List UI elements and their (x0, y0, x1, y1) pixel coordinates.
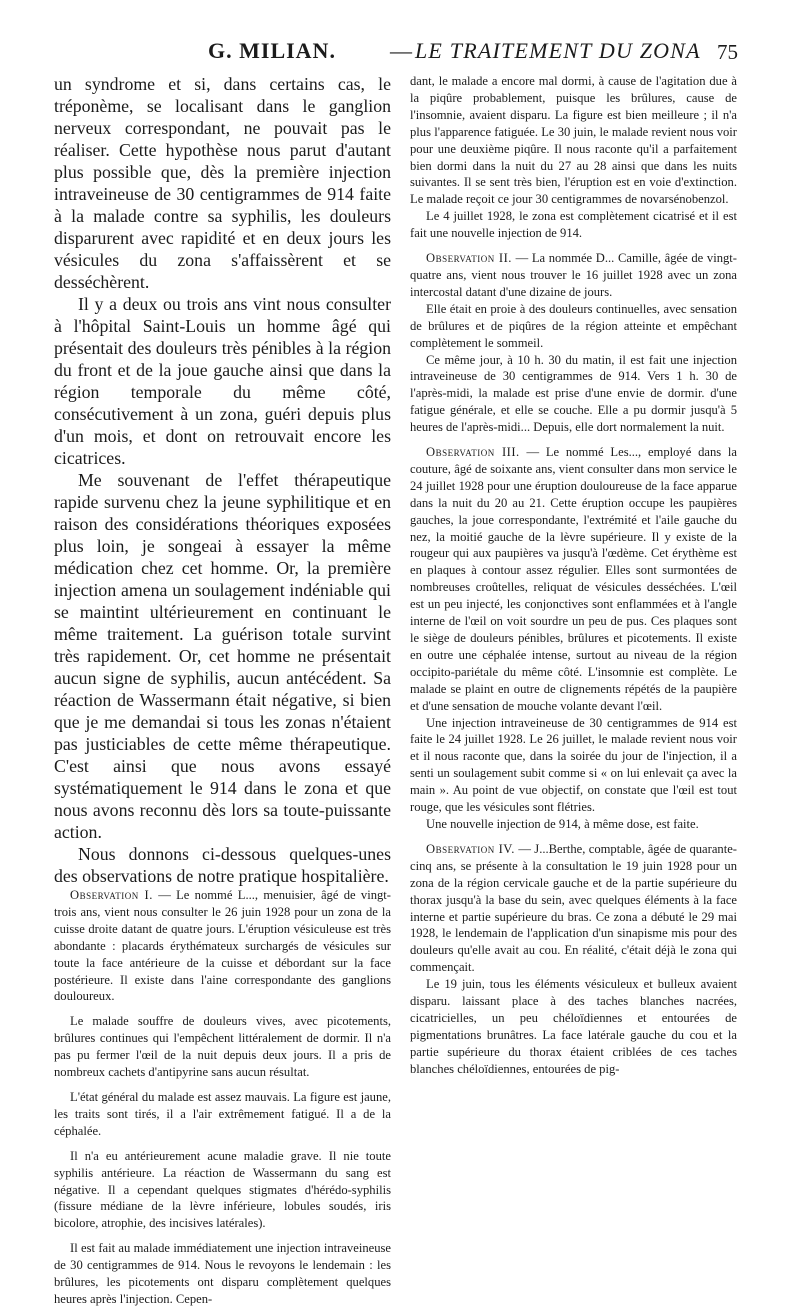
observation-1-paragraph-3: L'état général du malade est assez mauvais. La figure est jaune, les traits sont tirés, il a l'air extrêmement fatigué. Il a de la céphalée. (54, 1089, 391, 1138)
observation-3-paragraph-2: Une injection intraveineuse de 30 centigrammes de 914 est faite le 24 juillet 1928. Le 26 juillet, le malade revient nous voir et il nous raconte que, dans la soirée du jour de l'injection, il a senti un soulagement subit comme si « on lui enlevait ça avec la main ». Au point de vue objectif, on constate que l'œil est tout rouge, que les vésicules sont flétries. (410, 715, 737, 815)
observation-4-text: — J...Berthe, comptable, âgée de quarante-cinq ans, se présente à la consultation le 19 juin 1928 pour un zona de la région cervicale gauche et de la partie supérieure du thorax jusqu'à la base du sein, avec quelques éléments à la face interne et partie supérieure du bras. Ce zona a débuté le 29 mai 1928, le lendemain de l'application d'un sinapisme mis pour des douleurs qu'elle avait au cou. En réalité, c'était déjà le zona qui commençait. (410, 841, 737, 975)
observation-3-text: — Le nommé Les..., employé dans la couture, âgé de soixante ans, vient consulter dans mon service le 24 juillet 1928 pour une éruption douloureuse de la face apparue dans la nuit du 20 au 21. Cette éruption occupe les paupières gauches, la joue correspondante, l'extrémité et l'aile gauche du nez, la moitié gauche de la lèvre supérieure. Il y existe de la rougeur qui aux paupières va jusqu'à l'œdème. Cet érythème est en plaques à contour assez régulier. Elles sont surmontées de nombreuses croûtelles, reliquat de vésicules desséchées. L'œil est un peu injecté, les conjonctives sont enflammées et à l'angle interne de l'œil on voit sourdre un peu de pus. Ces plaques sont le siège de douleurs pénibles, brûlures et picotements. Il existe en outre une céphalée intense, surtout au niveau de la région occipito-pariétale du même côté. L'insomnie est complète. Le malade se plaint en outre de clignements répétés de la paupière et d'une sensation de mouche volante devant l'œil. (410, 445, 737, 713)
left-column (54, 73, 391, 1308)
observation-1-paragraph-4: Il n'a eu antérieurement acune maladie grave. Il nie toute syphilis antérieure. La réaction de Wassermann du sang est négative. Il a cependant quelques stigmates d'hérédo-syphilis (fissure médiane de la lèvre inférieure, lobules soudés, iris bicolore, atrophie, des incisives latérales). (54, 1148, 391, 1231)
observation-3-heading: Observation III. (426, 445, 520, 460)
observation-2-heading: Observation II. (426, 251, 512, 266)
left-paragraph-4: Nous donnons ci-dessous quelques-unes des observations de notre pratique hospitalière. (54, 844, 391, 886)
observation-1 (54, 887, 391, 1005)
observation-2-text: — La nommée D... Camille, âgée de vingt-quatre ans, vient nous trouver le 16 juillet 1928 avec un zona intercostal datant d'une dizaine de jours. (410, 251, 737, 299)
header-title: LE TRAITEMENT DU ZONA (415, 38, 701, 63)
observation-2-paragraph-2: Elle était en proie à des douleurs continuelles, avec sensation de brûlures et de piqûres de la région atteinte et empêchant complètement le sommeil. (410, 301, 737, 350)
observation-4-paragraph-2: Le 19 juin, tous les éléments vésiculeux et bulleux avaient disparu. laissant place à des taches blanches nacrées, cicatricielles, un peu chéloïdiennes et entourées de pigmentations brunâtres. La face latérale gauche du cou et la partie supérieure du thorax étaient criblées de ces taches blanches chéloïdiennes, entourées de pig- (410, 977, 737, 1076)
left-paragraph-1: un syndrome et si, dans certains cas, le tréponème, se localisant dans le ganglion nerveux correspondant, ne pouvait pas le réaliser. Cette hypothèse nous parut d'autant plus possible que, dès la première injection intraveineuse de 30 centigrammes de 914 faite à la malade contre sa syphilis, les douleurs disparurent avec rapidité et en deux jours les vésicules du zona s'affaissèrent et se desséchèrent. (54, 74, 391, 292)
observation-1-paragraph-5: Il est fait au malade immédiatement une injection intraveineuse de 30 centigrammes de 914. Nous le revoyons le lendemain : les brûlures, les picotements ont disparu complètement quelques heures après l'injection. Cepen- (54, 1241, 391, 1306)
right-paragraph-1: dant, le malade a encore mal dormi, à cause de l'agitation due à la piqûre probablement, puisque les brûlures, cause de l'insomnie, avaient disparu. La figure est bien meilleure ; il n'a plus l'apparence fatiguée. Le 30 juin, le malade revient nous voir pour une deuxième piqûre. Il nous raconte qu'il a parfaitement bien dormi dans la nuit du 27 au 28 ainsi que dans les nuits suivantes. Il se sent très bien, l'éruption est en voie d'extinction. Le malade reçoit ce jour 30 centigrammes de novarsénobenzol. (410, 74, 737, 207)
left-paragraph-2: Il y a deux ou trois ans vint nous consulter à l'hôpital Saint-Louis un homme âgé qui présentait des douleurs très pénibles à la région du front et de la joue gauche ainsi que dans la région temporale du même côté, consécutivement à un zona, guéri depuis plus d'un mois, et dont on retrouvait encore les cicatrices. (54, 294, 391, 468)
header-dash: — (390, 38, 412, 63)
observation-1-text: — Le nommé L..., menuisier, âgé de vingt-trois ans, vient nous consulter le 26 juin 1928 pour un zona de la cuisse droite datant de quatre jours. L'éruption vésiculeuse est très abondante : placards érythémateux surchargés de vésicules sur toute la face antérieure de la cuisse et débordant sur la face postérieure. Il existe dans l'aine correspondante des ganglions douloureux. (54, 888, 391, 1004)
observation-1-paragraph-2: Le malade souffre de douleurs vives, avec picotements, brûlures continues qui l'empêchent littéralement de dormir. Il n'a pas pu fermer l'œil de la nuit depuis deux jours. Il a pris de nombreux cachets d'antipyrine sans aucun résultat. (54, 1014, 391, 1080)
observation-2 (410, 250, 737, 301)
right-column (410, 73, 737, 1078)
observation-4-heading: Observation IV. (426, 841, 515, 856)
observation-1-heading: Observation I. (70, 888, 153, 902)
observation-3-paragraph-3: Une nouvelle injection de 914, à même dose, est faite. (426, 816, 699, 831)
header-author: G. MILIAN. (208, 38, 336, 63)
left-paragraph-3: Me souvenant de l'effet thérapeutique rapide survenu chez la jeune syphilitique et en raison des considérations théoriques exposées plus loin, je songeai à essayer la même médication chez cet homme. Or, la première injection amena un soulagement indéniable qui se maintint ultérieurement en continuant le même traitement. La guérison totale survint très rapidement. Or, cet homme ne présentait aucun signe de syphilis, aucun antécédent. Sa réaction de Wassermann était négative, si bien que je me demandai si tous les zonas n'étaient pas justiciables de cette même thérapeutique. C'est ainsi que nous avons essayé systématiquement le 914 dans le zona et que nous avons reconnu dès lors sa toute-puissante action. (54, 470, 391, 842)
page-number: 75 (717, 40, 738, 64)
right-paragraph-2: Le 4 juillet 1928, le zona est complètement cicatrisé et il est fait une nouvelle injection de 914. (410, 209, 737, 241)
running-header (70, 38, 740, 72)
observation-4 (410, 841, 737, 976)
observation-3 (410, 444, 737, 715)
observation-2-paragraph-3: Ce même jour, à 10 h. 30 du matin, il est fait une injection intraveineuse de 30 centigrammes de 914. Vers 1 h. 30 de l'après-midi, la malade est prise d'une envie de dormir. d'une fatigue générale, et elle se couche. Elle a pu dormir jusqu'à 5 heures de l'après-midi... Depuis, elle dort normalement la nuit. (410, 352, 737, 435)
